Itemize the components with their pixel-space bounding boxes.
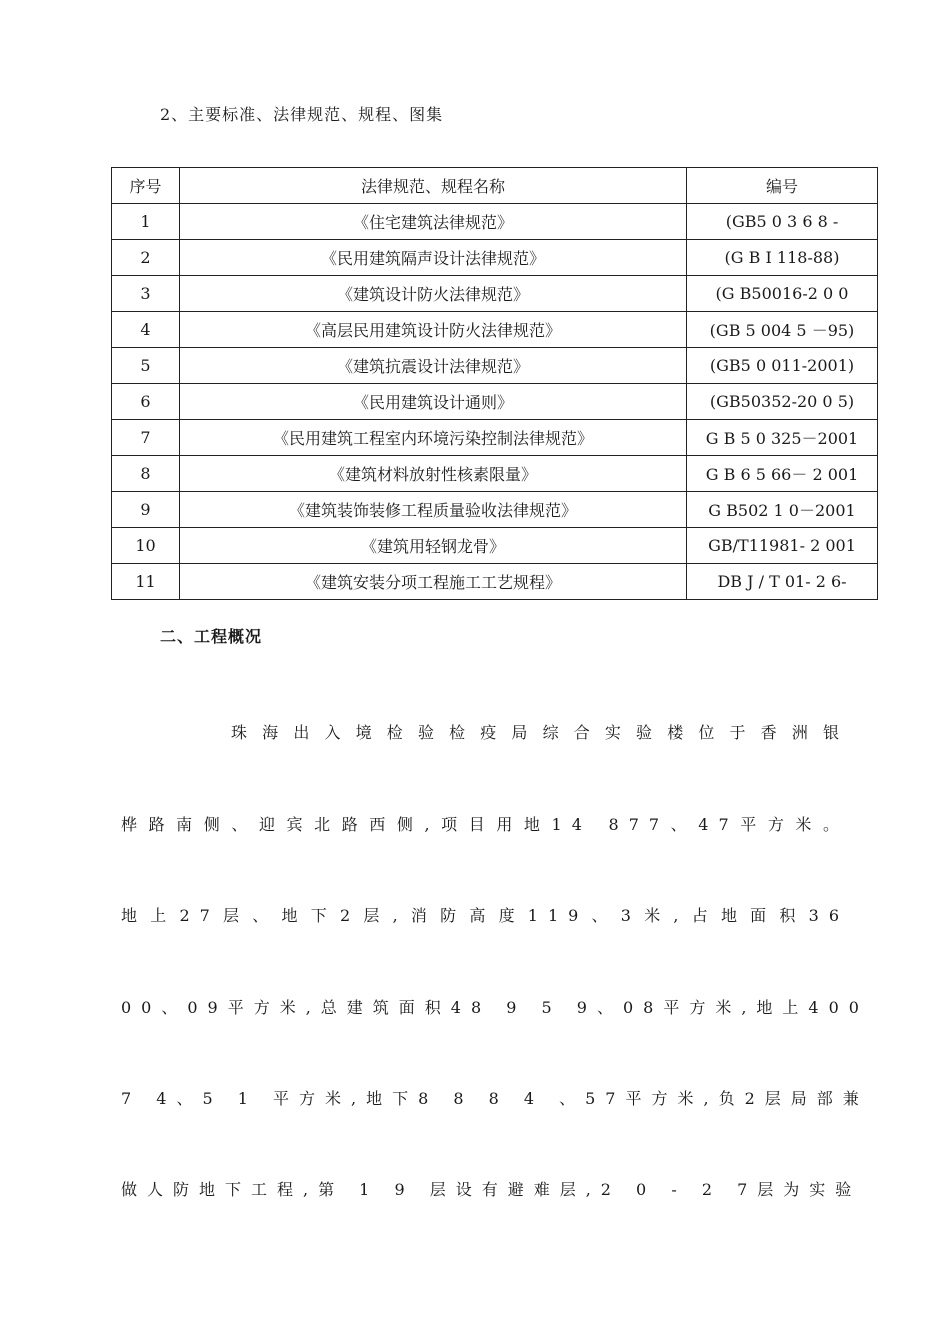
cell-index: 7 (112, 420, 180, 456)
table-row (112, 204, 878, 240)
cell-index: 4 (112, 312, 180, 348)
cell-code: (G B50016-2 0 0 (687, 276, 878, 312)
header-code: 编号 (687, 168, 878, 204)
header-index: 序号 (112, 168, 180, 204)
paragraph-line: 做人防地下工程,第 1 9 层设有避难层,2 0 - 2 7层为实验 (121, 1180, 862, 1199)
cell-index: 3 (112, 276, 180, 312)
cell-code: (GB5 0 3 6 8 - (687, 204, 878, 240)
cell-code: G B 6 5 66－ 2 001 (687, 456, 878, 492)
cell-name: 《建筑材料放射性核素限量》 (180, 456, 687, 492)
cell-name: 《建筑抗震设计法律规范》 (180, 348, 687, 384)
cell-name: 《建筑用轻钢龙骨》 (180, 528, 687, 564)
paragraph-line: 珠海出入境检验检疫局综合实验楼位于香洲银 (231, 723, 849, 742)
cell-code: DB J / T 01- 2 6- (687, 564, 878, 600)
section-heading-project-overview: 二、工程概况 (160, 627, 263, 646)
cell-index: 1 (112, 204, 180, 240)
cell-index: 8 (112, 456, 180, 492)
paragraph-line: 00、09平方米,总建筑面积48 9 5 9、08平方米,地上400 (121, 998, 869, 1017)
cell-index: 11 (112, 564, 180, 600)
section-heading-standards: 2、主要标准、法律规范、规程、图集 (160, 105, 444, 124)
cell-name: 《住宅建筑法律规范》 (180, 204, 687, 240)
cell-index: 9 (112, 492, 180, 528)
header-name: 法律规范、规程名称 (180, 168, 687, 204)
paragraph-line: 地上27层、地下2层,消防高度119、3米,占地面积36 (121, 906, 849, 925)
cell-code: (GB5 0 011-2001) (687, 348, 878, 384)
paragraph-line: 7 4、5 1 平方米,地下8 8 8 4 、57平方米,负2层局部兼 (121, 1089, 869, 1108)
cell-code: G B502 1 0－2001 (687, 492, 878, 528)
standards-table (111, 167, 878, 600)
table-row (112, 456, 878, 492)
cell-code: (GB50352-20 0 5) (687, 384, 878, 420)
table-row (112, 420, 878, 456)
cell-index: 5 (112, 348, 180, 384)
table-row (112, 276, 878, 312)
cell-index: 10 (112, 528, 180, 564)
cell-code: (GB 5 004 5 －95) (687, 312, 878, 348)
cell-index: 6 (112, 384, 180, 420)
cell-code: G B 5 0 325－2001 (687, 420, 878, 456)
cell-name: 《建筑设计防火法律规范》 (180, 276, 687, 312)
table-row (112, 492, 878, 528)
paragraph-line: 桦路南侧、迎宾北路西侧,项目用地14 877、47平方米。 (121, 815, 849, 834)
cell-code: GB/T11981- 2 001 (687, 528, 878, 564)
cell-name: 《高层民用建筑设计防火法律规范》 (180, 312, 687, 348)
cell-name: 《民用建筑设计通则》 (180, 384, 687, 420)
cell-name: 《民用建筑隔声设计法律规范》 (180, 240, 687, 276)
table-header-row (112, 168, 878, 204)
cell-code: (G B I 118-88) (687, 240, 878, 276)
table-row (112, 348, 878, 384)
table-row (112, 384, 878, 420)
table-row (112, 240, 878, 276)
cell-name: 《民用建筑工程室内环境污染控制法律规范》 (180, 420, 687, 456)
table-row (112, 564, 878, 600)
cell-name: 《建筑装饰装修工程质量验收法律规范》 (180, 492, 687, 528)
table-row (112, 312, 878, 348)
cell-index: 2 (112, 240, 180, 276)
table-row (112, 528, 878, 564)
cell-name: 《建筑安装分项工程施工工艺规程》 (180, 564, 687, 600)
